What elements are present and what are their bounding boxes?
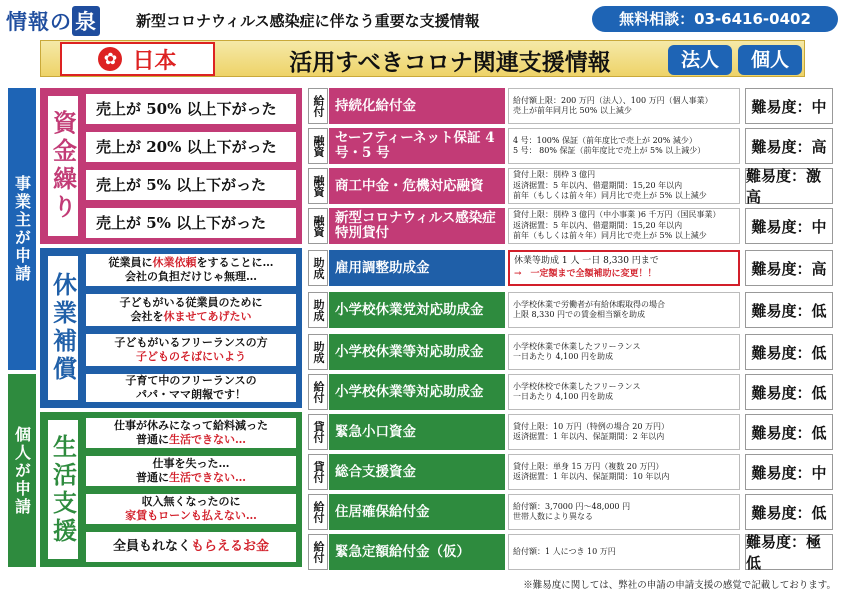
- page-title: 活用すべきコロナ関連支援情報: [289, 50, 611, 76]
- text: 普通に: [136, 433, 169, 446]
- program-type: 助成: [308, 292, 328, 328]
- situation-everyone: [84, 530, 298, 564]
- situation-employee-leave: [84, 252, 298, 288]
- program-name: 新型コロナウィルス感染症 特別貸付: [329, 208, 505, 244]
- detail-line: 売上が前年同月比 50% 以上減少: [513, 106, 632, 115]
- detail-line: 貸付上限：別枠 3 億円: [513, 170, 596, 180]
- situation-sales-50: [84, 92, 298, 126]
- detail-line: 返済据置：5 年以内、借還期間：15,20 年以内: [513, 220, 683, 230]
- program-details: [508, 88, 740, 124]
- detail-line: 返済据置：1 年以内、保証期間：10 年以内: [513, 472, 670, 481]
- situation-no-income: [84, 492, 298, 526]
- program-name: 緊急小口資金: [329, 414, 505, 450]
- program-name: 小学校休業等対応助成金: [329, 374, 505, 410]
- difficulty-badge: 難易度：低: [745, 494, 833, 530]
- text: をすることに…: [196, 256, 274, 269]
- footnote: ※難易度に関しては、弊社の申請の申請支援の感覚で記載しております。: [523, 580, 836, 591]
- difficulty-badge: 難易度：高: [745, 250, 833, 286]
- detail-line: 5 号： 80% 保証（前年度比で売上が 5% 以上減少）: [513, 146, 706, 155]
- difficulty-badge: 難易度：高: [745, 128, 833, 164]
- program-details: [508, 292, 740, 328]
- program-type: 融資: [308, 208, 328, 244]
- situation-line: [109, 256, 274, 270]
- program-name: 商工中金・危機対応融資: [329, 168, 505, 204]
- program-name: 小学校休業党対応助成金: [329, 292, 505, 328]
- program-type: 給付: [308, 494, 328, 530]
- difficulty-badge: 難易度：中: [745, 454, 833, 490]
- situation-employee-child: [84, 292, 298, 328]
- program-type: 貸付: [308, 414, 328, 450]
- detail-line: 前年（もしくは前々年）同月比で売上が 5% 以上減少: [513, 191, 707, 201]
- highlight-text: 子どものそばにいよう: [136, 350, 246, 363]
- country-box: [60, 42, 215, 76]
- program-details: [508, 334, 740, 370]
- situation-line: 収入無くなったのに: [141, 495, 241, 508]
- difficulty-badge: 難易度：低: [745, 334, 833, 370]
- situation-sales-5a: [84, 168, 298, 202]
- detail-line: 給付額：3,7000 円～48,000 円: [513, 501, 631, 511]
- program-details: [508, 208, 740, 244]
- program-type: 助成: [308, 250, 328, 286]
- situation-pay-cut: [84, 416, 298, 450]
- category-funding: 資金繰り: [46, 94, 80, 238]
- difficulty-badge: 難易度：低: [745, 374, 833, 410]
- detail-line: 上限 8,330 円での賃金相当額を助成: [513, 310, 645, 319]
- program-name: 総合支援資金: [329, 454, 505, 490]
- header-subtitle: 新型コロナウィルス感染症に伴なう重要な支援情報: [136, 12, 480, 30]
- detail-line: → 一定額まで全額補助に変更！！: [514, 269, 657, 279]
- situation-line: 仕事を失った…: [152, 457, 230, 470]
- situation-line: 子どもがいるフリーランスの方: [114, 336, 268, 349]
- highlight-text: 休業依頼: [152, 256, 197, 269]
- situation-sales-5b: [84, 206, 298, 240]
- program-type: 融資: [308, 168, 328, 204]
- program-type: 貸付: [308, 454, 328, 490]
- difficulty-badge: 難易度：中: [745, 208, 833, 244]
- highlight-text: 生活できない…: [169, 433, 246, 446]
- situation-line: [136, 471, 246, 485]
- situation-text: 売上が 5% 以上下がった: [96, 176, 267, 194]
- detail-line: 休業等助成 1 人 一日 8,330 円まで: [514, 256, 659, 266]
- program-name: 緊急定額給付金（仮）: [329, 534, 505, 570]
- situation-job-lost: [84, 454, 298, 488]
- tag-individual: 個人: [738, 45, 802, 75]
- detail-line: 小学校休業で休業したフリーランス: [513, 341, 641, 351]
- side-label-individual: 個人が申請: [8, 374, 36, 567]
- country-label: 日本: [132, 47, 177, 74]
- text: 普通に: [136, 471, 169, 484]
- situation-line: [131, 310, 252, 324]
- program-type: 給付: [308, 534, 328, 570]
- side-label-business: 事業主が申請: [8, 88, 36, 370]
- tag-corporation: 法人: [668, 45, 732, 75]
- program-type: 給付: [308, 88, 328, 124]
- detail-line: 給付額：1 人につき 10 万円: [513, 546, 616, 556]
- detail-line: 給付額上限：200 万円（法人）、100 万円（個人事業）: [513, 95, 713, 105]
- detail-line: 世帯人数により異なる: [513, 512, 593, 521]
- situation-sales-20: [84, 130, 298, 164]
- consult-phone-badge: 無料相談：03-6416-0402: [592, 6, 838, 32]
- situation-line: [136, 433, 246, 447]
- program-details: [508, 494, 740, 530]
- situation-line: [113, 540, 269, 554]
- highlight-text: 生活できない…: [169, 471, 246, 484]
- program-details: [508, 454, 740, 490]
- logo-kanji: 泉: [72, 6, 100, 36]
- sakura-flag-icon: ✿: [98, 47, 122, 71]
- detail-line: 一日あたり 4,100 円を助成: [513, 352, 613, 361]
- situation-text: 売上が 5% 以上下がった: [96, 214, 267, 232]
- detail-line: 4 号：100% 保証（前年度比で売上が 20% 減少）: [513, 135, 697, 145]
- program-name: 住居確保給付金: [329, 494, 505, 530]
- detail-line: 貸付上限：別枠 3 億円（中小事業 )6 千万円（国民事業）: [513, 210, 721, 220]
- program-type: 助成: [308, 334, 328, 370]
- situation-text: 売上が 20% 以上下がった: [96, 138, 277, 156]
- program-type: 融資: [308, 128, 328, 164]
- situation-freelance-child: [84, 332, 298, 368]
- detail-line: 返済据置：5 年以内、借還期間：15,20 年以内: [513, 180, 683, 190]
- detail-line: 前年（もしくは前々年）同月比で売上が 5% 以上減少: [513, 231, 707, 241]
- detail-line: 小学校休校で休業したフリーランス: [513, 381, 641, 391]
- difficulty-badge: 難易度：中: [745, 88, 833, 124]
- situation-freelance-parent: [84, 372, 298, 404]
- program-details: [508, 414, 740, 450]
- difficulty-badge: 難易度：低: [745, 414, 833, 450]
- detail-line: 一日あたり 4,100 円を助成: [513, 392, 613, 401]
- program-name: セーフティーネット保証 4 号・5 号: [329, 128, 505, 164]
- situation-text: 売上が 50% 以上下がった: [96, 100, 277, 118]
- difficulty-badge: 難易度：激高: [745, 168, 833, 204]
- category-leave: 休業補償: [46, 254, 80, 402]
- program-details: [508, 374, 740, 410]
- text: 従業員に: [108, 256, 153, 269]
- situation-line: 会社の負担だけじゃ無理…: [125, 270, 257, 283]
- text: 会社を: [130, 310, 164, 323]
- highlight-text: もらえるお金: [191, 539, 270, 554]
- program-type: 給付: [308, 374, 328, 410]
- program-details: [508, 534, 740, 570]
- difficulty-badge: 難易度：低: [745, 292, 833, 328]
- detail-line: 返済据置：1 年以内、保証期間：2 年以内: [513, 432, 665, 441]
- program-name: 持続化給付金: [329, 88, 505, 124]
- difficulty-badge: 難易度：極低: [745, 534, 833, 570]
- detail-line: 小学校休業で労働者が有給休暇取得の場合: [513, 299, 665, 309]
- highlight-text: 休ませてあげたい: [163, 310, 252, 323]
- program-details: [508, 128, 740, 164]
- program-name: 小学校休業等対応助成金: [329, 334, 505, 370]
- situation-line: 子育て中のフリーランスの: [125, 374, 257, 387]
- program-details: [508, 250, 740, 286]
- logo-prefix: 情報の: [6, 10, 72, 34]
- brand-logo: [6, 6, 100, 36]
- category-living: 生活支援: [46, 418, 80, 561]
- detail-line: 貸付上限：10 万円（特例の場合 20 万円）: [513, 421, 669, 431]
- situation-line: 子どもがいる従業員のために: [119, 296, 263, 309]
- highlight-text: 家賃もローンも払えない…: [125, 509, 257, 522]
- program-name: 雇用調整助成金: [329, 250, 505, 286]
- situation-line: パパ・ママ朗報です！: [136, 388, 246, 401]
- detail-line: 貸付上限：単身 15 万円（複数 20 万円）: [513, 461, 664, 471]
- situation-line: 仕事が休みになって給料減った: [114, 419, 268, 432]
- text: 全員もれなく: [112, 539, 191, 554]
- program-details: [508, 168, 740, 204]
